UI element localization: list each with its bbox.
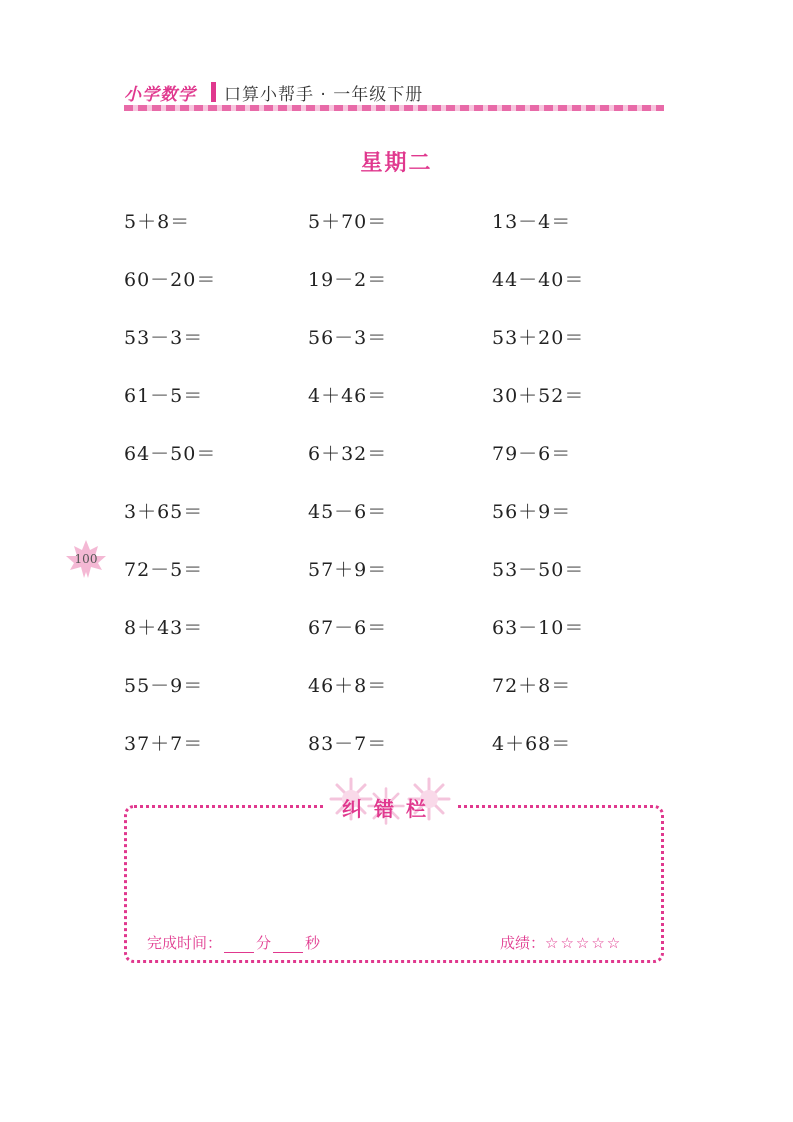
problem: 63－10＝	[492, 617, 585, 639]
problem: 57＋9＝	[308, 559, 388, 581]
problem: 46＋8＝	[308, 675, 388, 697]
problem: 79－6＝	[492, 443, 572, 465]
brand-title: 小学数学	[124, 85, 196, 105]
header-rule	[124, 105, 664, 111]
minute-blank[interactable]	[224, 938, 254, 953]
minute-unit: 分	[256, 934, 272, 952]
problem: 3＋65＝	[124, 501, 204, 523]
problem: 72－5＝	[124, 559, 204, 581]
second-unit: 秒	[305, 934, 321, 952]
problem: 61－5＝	[124, 385, 204, 407]
score	[500, 932, 622, 953]
problem: 67－6＝	[308, 617, 388, 639]
problem: 5＋8＝	[124, 211, 191, 233]
problem-row	[124, 613, 644, 671]
problem: 6＋32＝	[308, 443, 388, 465]
problem: 19－2＝	[308, 269, 388, 291]
time-label: 完成时间：	[147, 934, 223, 952]
problem: 5＋70＝	[308, 211, 388, 233]
problem: 30＋52＝	[492, 385, 585, 407]
problem-row	[124, 207, 644, 265]
problem-row	[124, 671, 644, 729]
problem: 45－6＝	[308, 501, 388, 523]
problem: 53－3＝	[124, 327, 204, 349]
problem-row	[124, 497, 644, 555]
problem: 64－50＝	[124, 443, 217, 465]
problem: 4＋68＝	[492, 733, 572, 755]
problem: 53＋20＝	[492, 327, 585, 349]
star-rating[interactable]: ☆☆☆☆☆	[545, 934, 623, 952]
problem: 56＋9＝	[492, 501, 572, 523]
problem-row	[124, 381, 644, 439]
problem: 55－9＝	[124, 675, 204, 697]
problem-row	[124, 439, 644, 497]
page-number-badge	[64, 538, 108, 582]
problem-grid	[124, 207, 644, 787]
problem: 13－4＝	[492, 211, 572, 233]
problem-row	[124, 323, 644, 381]
problem: 53－50＝	[492, 559, 585, 581]
problem: 60－20＝	[124, 269, 217, 291]
problem: 83－7＝	[308, 733, 388, 755]
correction-title: 纠错栏	[342, 797, 438, 821]
problem: 37＋7＝	[124, 733, 204, 755]
problem: 44－40＝	[492, 269, 585, 291]
problem: 72＋8＝	[492, 675, 572, 697]
completion-time	[147, 932, 320, 953]
problem: 8＋43＝	[124, 617, 204, 639]
problem-row	[124, 729, 644, 787]
second-blank[interactable]	[273, 938, 303, 953]
page-header	[124, 78, 664, 112]
problem: 4＋46＝	[308, 385, 388, 407]
book-title: 口算小帮手 · 一年级下册	[224, 85, 424, 105]
score-label: 成绩：	[500, 934, 546, 952]
problem-row	[124, 555, 644, 613]
day-title: 星期二	[360, 151, 433, 176]
problem-row	[124, 265, 644, 323]
header-separator	[211, 82, 216, 102]
page-number: 100	[74, 552, 98, 566]
problem: 56－3＝	[308, 327, 388, 349]
